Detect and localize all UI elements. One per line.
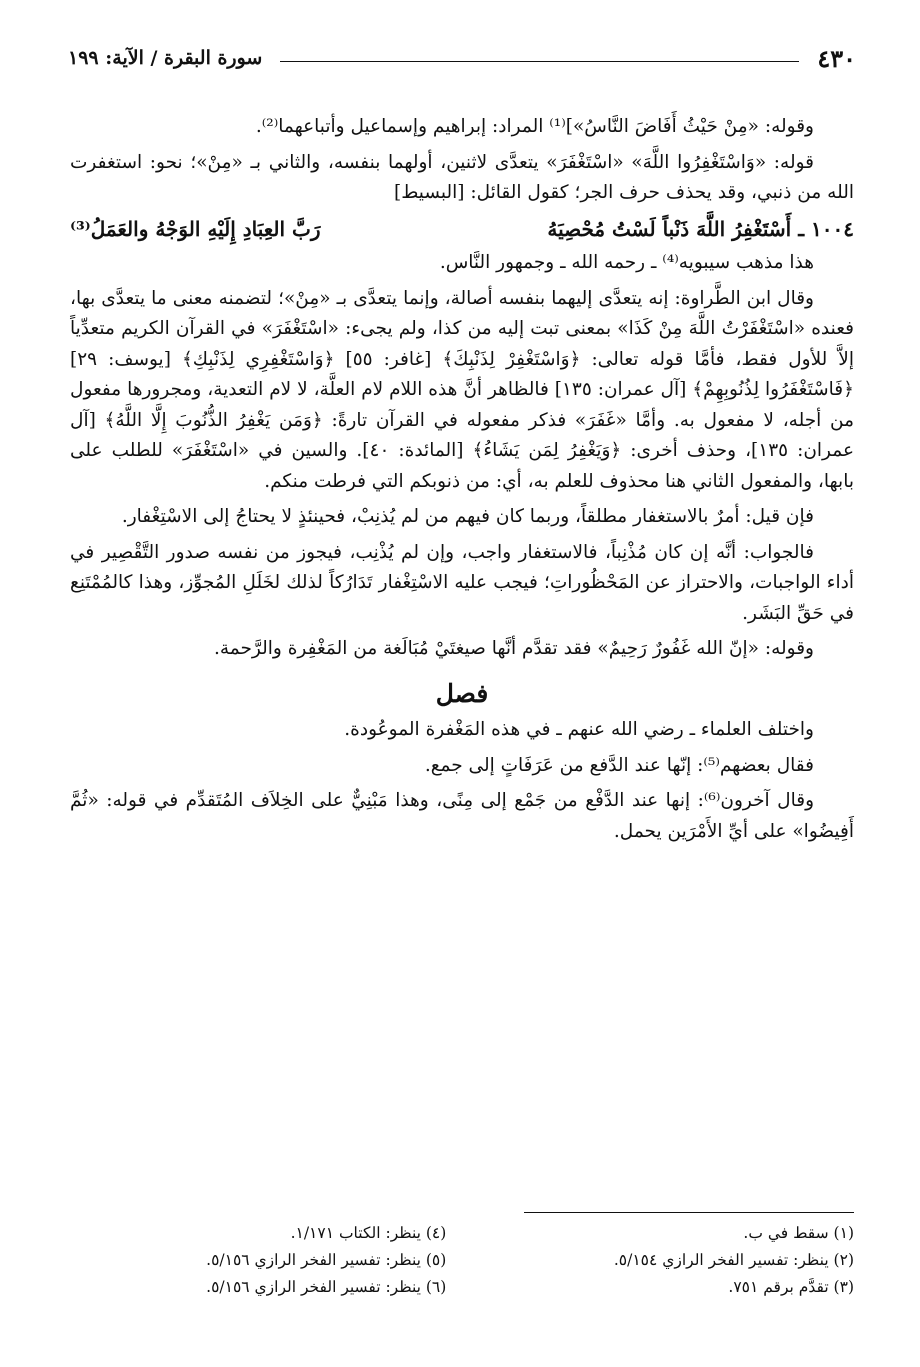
section-title: فصل bbox=[435, 678, 489, 708]
main-text bbox=[70, 112, 854, 852]
verse-hemistich-right: ١٠٠٤ ـ أَسْتَغْفِرُ اللَّهَ ذَنْباً لَسْتُ مُحْصِيَهُ bbox=[547, 216, 854, 241]
paragraph-7: وقوله: «إنّ الله غَفُورٌ رَحِيمٌ» فقد تقدَّم أنَّها صيغتَيْ مُبَالَغة من المَغْفِرة والرَّحمة. bbox=[213, 638, 814, 659]
paragraph-4: وقال ابن الطَّراوة: إنه يتعدَّى إليهما بنفسه أصالة، وإنما يتعدَّى بـ «مِنْ»؛ لتضمنه معنى ما يتعدَّى بها، فعنده «اسْتَغْفَرْتُ اللَّهَ مِنْ كَذَا» بمعنى تبت إليه من كذا، ولم يجىء: «اسْتَغْفَرَ» في القرآن الكريم متعدِّياً إلاَّ للأول فقط، فأمَّا قوله تعالى: ﴿وَاسْتَغْفِرْ لِذَنْبِكَ﴾ [غافر: ٥٥] ﴿وَاسْتَغْفِرِي لِذَنْبِكِ﴾ [يوسف: ٢٩] ﴿فَاسْتَغْفَرُوا لِذُنُوبِهِمْ﴾ [آل عمران: ١٣٥] فالظاهر أنَّ هذه اللام لام العلَّة، لا لام التعدية، ومجرورها مفعول من أجله، لا مفعول به. وأمَّا «غَفَرَ» فذكر مفعوله في القرآن تارةً: ﴿وَمَن يَغْفِرُ الذُّنُوبَ إِلَّا اللَّهُ﴾ [آل عمران: ١٣٥]، وحذف أخرى: ﴿وَيَغْفِرُ لِمَن يَشَاءُ﴾ [المائدة: ٤٠]. والسين في «اسْتَغْفَرَ» للطلب على بابها، والمفعول الثاني هنا محذوف للعلم به، أي: من ذنوبكم التي فرطت منكم. bbox=[70, 287, 855, 492]
poetry-verse bbox=[70, 214, 854, 245]
footnotes bbox=[70, 1220, 854, 1301]
footnote-separator bbox=[524, 1212, 854, 1213]
footnote-3: (٣) تقدَّم برقم ٧٥١. bbox=[728, 1278, 854, 1296]
paragraph-10: وقال آخرون⁽⁶⁾: إنها عند الدَّفْع من جَمْع إلى مِنًى، وهذا مَبْنِيٌّ على الخِلاَف المُتَقدِّم في قوله: «ثُمَّ أَفِيضُوا» على أيِّ الأَمْرَين يحمل. bbox=[70, 790, 854, 842]
footnote-4: (٤) ينظر: الكتاب ١/١٧١. bbox=[290, 1224, 447, 1242]
paragraph-8: واختلف العلماء ـ رضي الله عنهم ـ في هذه المَغْفرة الموعُودة. bbox=[344, 719, 814, 740]
paragraph-2: قوله: «وَاسْتَغْفِرُوا اللَّهَ» «اسْتَغْفَرَ» يتعدَّى لاثنين، أولهما بنفسه، والثاني بـ «مِنْ»؛ نحو: استغفرت الله من ذنبي، وقد يحذف حرف الجر؛ كقول القائل: [البسيط] bbox=[70, 151, 854, 203]
paragraph-3: هذا مذهب سيبويه⁽⁴⁾ ـ رحمه الله ـ وجمهور النَّاس. bbox=[439, 252, 814, 273]
page-number: ٤٣٠ bbox=[817, 43, 856, 73]
paragraph-6: فالجواب: أنَّه إن كان مُذْنِباً، فالاستغفار واجب، وإن لم يُذْنِب، فيجوز من نفسه صدور التَّقْصِير في أداء الواجبات، والاحتراز عن المَحْظُوراتِ؛ فيجب عليه الاسْتِغْفار تَدَارُكاً لذلك لخَلَلِ المُجوِّز، وهذا كالمُمْتَنِع في حَقِّ البَشَر. bbox=[70, 541, 854, 624]
verse-hemistich-left: رَبَّ العِبَادِ إِلَيْهِ الوَجْهُ والعَمَلُ⁽³⁾ bbox=[70, 216, 321, 241]
paragraph-1: وقوله: «مِنْ حَيْثُ أَفَاضَ النَّاسُ»]⁽¹⁾ المراد: إبراهيم وإسماعيل وأتباعهما⁽²⁾. bbox=[255, 116, 814, 137]
footnotes-column-right bbox=[478, 1220, 854, 1301]
footnote-1: (١) سقط في ب. bbox=[743, 1224, 854, 1242]
page-header bbox=[68, 40, 856, 76]
footnote-6: (٦) ينظر: تفسير الفخر الرازي ٥/١٥٦. bbox=[206, 1278, 447, 1296]
footnote-2: (٢) ينظر: تفسير الفخر الرازي ٥/١٥٤. bbox=[613, 1251, 854, 1269]
surah-reference: سورة البقرة / الآية: ١٩٩ bbox=[68, 47, 263, 69]
footnote-5: (٥) ينظر: تفسير الفخر الرازي ٥/١٥٦. bbox=[206, 1251, 447, 1269]
paragraph-5: فإن قيل: أمرٌ بالاستغفار مطلقاً، وربما كان فيهم من لم يُذنِبْ، فحينئذٍ لا يحتاجُ إلى الاسْتِغْفار. bbox=[121, 506, 814, 527]
paragraph-9: فقال بعضهم⁽⁵⁾: إنّها عند الدَّفع من عَرَفَاتٍ إلى جمع. bbox=[424, 754, 814, 776]
footnotes-column-left bbox=[70, 1220, 446, 1301]
header-rule bbox=[280, 61, 799, 62]
